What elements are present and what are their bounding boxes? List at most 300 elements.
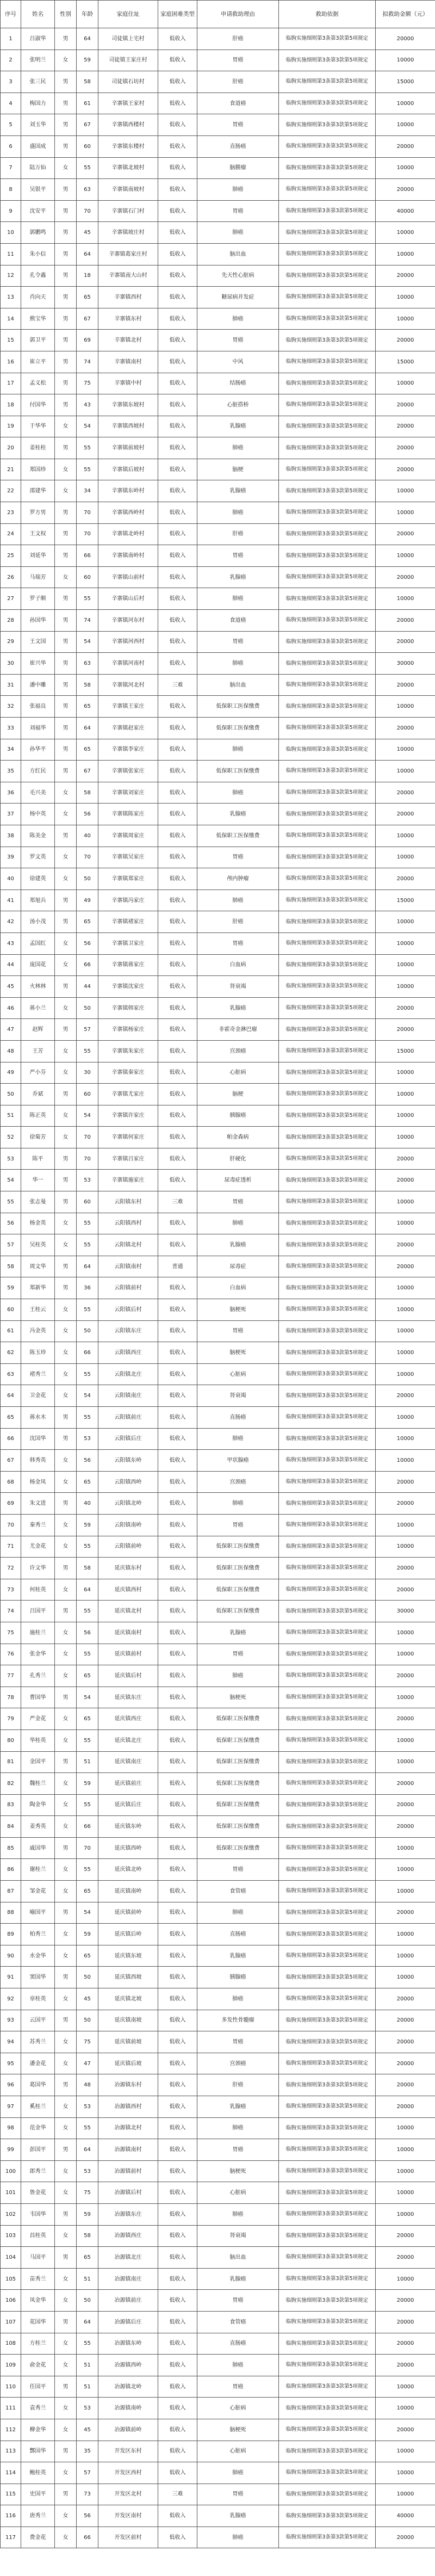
cell-age: 65 [77,287,98,308]
cell-index: 11 [1,243,21,265]
cell-amount: 10000 [376,2462,435,2484]
cell-age: 54 [77,416,98,437]
cell-age: 55 [77,459,98,480]
cell-gender: 男 [55,1751,77,1773]
table-row [1,2010,435,2031]
cell-gender: 女 [55,1729,77,1751]
cell-address: 辛寨镇中村 [98,373,158,394]
table-row [1,1493,435,1515]
cell-reason: 低保职工医保缴费 [197,1558,279,1579]
cell-hardship-type: 低收入 [158,696,197,718]
cell-name: 郑旭兵 [21,889,55,911]
cell-gender: 男 [55,1558,77,1579]
cell-address: 辛寨镇山后村 [98,588,158,610]
cell-reason: 胃癌 [197,2484,279,2505]
cell-hardship-type: 低收入 [158,1837,197,1859]
cell-address: 辛寨镇南坡村 [98,179,158,201]
cell-hardship-type: 低收入 [158,1751,197,1773]
cell-age: 59 [77,50,98,71]
table-row [1,1450,435,1472]
cell-amount: 10000 [376,2182,435,2204]
cell-reason: 乳腺癌 [197,2268,279,2290]
cell-address: 延庆镇东庄 [98,1687,158,1708]
cell-basis: 临朐实施细则第3条第3款第5项规定 [279,954,376,976]
table-row [1,1256,435,1277]
cell-name: 花国华 [21,2311,55,2333]
cell-amount: 10000 [376,1837,435,1859]
cell-age: 50 [77,868,98,890]
cell-address: 辛寨镇王家庄 [98,696,158,718]
cell-reason: 肾衰竭 [197,976,279,998]
cell-basis: 临朐实施细则第3条第3款第5项规定 [279,1794,376,1816]
cell-age: 55 [77,1407,98,1429]
table-row [1,50,435,71]
cell-address: 辛寨镇吴家庄 [98,847,158,868]
cell-address: 云阳镇西村 [98,1213,158,1234]
cell-name: 陈美金 [21,825,55,847]
cell-age: 55 [77,1729,98,1751]
cell-name: 方红民 [21,761,55,782]
cell-address: 冶源镇西庄 [98,2225,158,2247]
cell-age: 55 [77,2117,98,2139]
cell-amount: 20000 [376,523,435,545]
table-row [1,1837,435,1859]
cell-index: 28 [1,610,21,632]
cell-amount: 20000 [376,1665,435,1687]
cell-name: 苗秀兰 [21,2268,55,2290]
cell-age: 66 [77,1816,98,1838]
cell-address: 辛寨镇南岭村 [98,545,158,567]
cell-amount: 10000 [376,954,435,976]
cell-amount: 10000 [376,1213,435,1234]
cell-index: 21 [1,459,21,480]
cell-address: 冶源镇后庄 [98,2311,158,2333]
cell-basis: 临朐实施细则第3条第3款第5项规定 [279,1493,376,1515]
cell-index: 87 [1,1881,21,1902]
cell-age: 74 [77,610,98,632]
table-row [1,911,435,933]
cell-age: 55 [77,157,98,179]
cell-age: 67 [77,761,98,782]
table-row [1,2398,435,2419]
cell-reason: 乳腺癌 [197,416,279,437]
cell-reason: 白血病 [197,1277,279,1299]
cell-amount: 10000 [376,1687,435,1708]
cell-age: 48 [77,2074,98,2096]
cell-index: 107 [1,2311,21,2333]
cell-amount: 10000 [376,1084,435,1105]
table-row [1,179,435,201]
cell-address: 冶源镇前庄 [98,2290,158,2312]
cell-index: 56 [1,1213,21,1234]
table-row [1,157,435,179]
cell-amount: 20000 [376,2355,435,2376]
cell-amount: 10000 [376,1342,435,1364]
cell-name: 刘延华 [21,545,55,567]
cell-address: 辛寨镇前坡村 [98,437,158,459]
cell-basis: 临朐实施细则第3条第3款第5项规定 [279,1622,376,1644]
cell-gender: 女 [55,1062,77,1084]
cell-basis: 临朐实施细则第3条第3款第5项规定 [279,1234,376,1256]
cell-address: 辛寨镇南村 [98,351,158,373]
cell-hardship-type: 低收入 [158,2225,197,2247]
cell-gender: 女 [55,1127,77,1148]
table-row [1,1881,435,1902]
cell-hardship-type: 低收入 [158,1644,197,1665]
cell-index: 36 [1,782,21,804]
cell-gender: 女 [55,1450,77,1472]
cell-amount: 10000 [376,932,435,954]
cell-address: 云阳镇后村 [98,1299,158,1321]
cell-hardship-type: 低收入 [158,1514,197,1536]
table-row [1,1385,435,1407]
cell-index: 35 [1,761,21,782]
cell-basis: 临朐实施细则第3条第3款第5项规定 [279,1751,376,1773]
cell-age: 57 [77,2462,98,2484]
cell-address: 冶源镇西村 [98,2096,158,2118]
cell-reason: 胃癌 [197,1644,279,1665]
cell-name: 孔秀兰 [21,1665,55,1687]
cell-name: 盛国成 [21,135,55,157]
cell-gender: 男 [55,610,77,632]
header-reason: 申请救助理由 [197,1,279,28]
cell-gender: 男 [55,92,77,114]
cell-hardship-type: 低收入 [158,222,197,244]
cell-name: 汤小茂 [21,911,55,933]
cell-hardship-type: 低收入 [158,330,197,351]
cell-index: 55 [1,1191,21,1213]
cell-address: 云阳镇北岭 [98,1493,158,1515]
cell-gender: 女 [55,1859,77,1881]
cell-index: 89 [1,1924,21,1945]
cell-name: 乔斌 [21,1084,55,1105]
cell-index: 50 [1,1084,21,1105]
cell-age: 59 [77,1773,98,1795]
cell-hardship-type: 低收入 [158,2160,197,2182]
table-row [1,1902,435,1924]
cell-reason: 乳腺癌 [197,804,279,825]
cell-index: 76 [1,1644,21,1665]
cell-address: 云阳镇东岭 [98,1450,158,1472]
cell-gender: 男 [55,545,77,567]
cell-basis: 临朐实施细则第3条第3款第5项规定 [279,1708,376,1730]
cell-age: 60 [77,566,98,588]
cell-index: 52 [1,1127,21,1148]
cell-hardship-type: 低收入 [158,588,197,610]
cell-hardship-type: 低收入 [158,523,197,545]
cell-index: 91 [1,1967,21,1988]
cell-reason: 食道癌 [197,610,279,632]
cell-hardship-type: 低收入 [158,782,197,804]
cell-index: 18 [1,394,21,416]
cell-basis: 临朐实施细则第3条第3款第5项规定 [279,394,376,416]
cell-gender: 男 [55,2139,77,2161]
cell-gender: 男 [55,1428,77,1450]
cell-age: 53 [77,1428,98,1450]
cell-age: 55 [77,1213,98,1234]
cell-basis: 临朐实施细则第3条第3款第5项规定 [279,2311,376,2333]
cell-amount: 15000 [376,351,435,373]
table-row [1,889,435,911]
cell-index: 101 [1,2182,21,2204]
cell-amount: 10000 [376,1967,435,1988]
cell-age: 55 [77,1299,98,1321]
cell-index: 75 [1,1622,21,1644]
cell-amount: 20000 [376,265,435,287]
cell-gender: 男 [55,825,77,847]
cell-name: 潘中雕 [21,674,55,696]
cell-gender: 男 [55,114,77,136]
cell-age: 74 [77,351,98,373]
table-row [1,1428,435,1450]
cell-reason: 肺癌 [197,1428,279,1450]
cell-hardship-type: 低收入 [158,2074,197,2096]
cell-reason: 宫颈癌 [197,1040,279,1062]
cell-gender: 女 [55,2268,77,2290]
cell-name: 郎秀兰 [21,2160,55,2182]
table-row [1,2117,435,2139]
cell-gender: 女 [55,2526,77,2548]
cell-reason: 乳腺癌 [197,997,279,1019]
cell-index: 17 [1,373,21,394]
table-row [1,696,435,718]
cell-amount: 10000 [376,588,435,610]
cell-index: 33 [1,718,21,739]
cell-index: 65 [1,1407,21,1429]
table-row [1,1277,435,1299]
cell-name: 施桂兰 [21,1622,55,1644]
table-row [1,2203,435,2225]
cell-name: 张三民 [21,71,55,93]
cell-index: 96 [1,2074,21,2096]
cell-name: 韩秀英 [21,1450,55,1472]
cell-gender: 男 [55,1407,77,1429]
cell-amount: 20000 [376,2290,435,2312]
cell-index: 73 [1,1579,21,1601]
cell-hardship-type: 低收入 [158,1019,197,1041]
cell-hardship-type: 低收入 [158,997,197,1019]
cell-gender: 女 [55,932,77,954]
cell-age: 56 [77,804,98,825]
table-row [1,437,435,459]
cell-amount: 10000 [376,1945,435,1967]
cell-basis: 临朐实施细则第3条第3款第5项规定 [279,1148,376,1170]
cell-gender: 女 [55,2182,77,2204]
cell-basis: 临朐实施细则第3条第3款第5项规定 [279,1837,376,1859]
cell-basis: 临朐实施细则第3条第3款第5项规定 [279,1967,376,1988]
cell-reason: 肺癌 [197,889,279,911]
cell-reason: 乳腺癌 [197,566,279,588]
cell-basis: 临朐实施细则第3条第3款第5项规定 [279,2398,376,2419]
cell-reason: 多发性骨髓瘤 [197,2010,279,2031]
cell-gender: 男 [55,761,77,782]
cell-address: 辛寨镇韩家庄 [98,997,158,1019]
cell-name: 邵建华 [21,480,55,502]
table-row [1,2526,435,2548]
table-row [1,480,435,502]
table-row [1,1794,435,1816]
cell-reason: 低保职工医保缴费 [197,761,279,782]
cell-basis: 临朐实施细则第3条第3款第5项规定 [279,2333,376,2355]
cell-gender: 男 [55,2074,77,2096]
cell-age: 65 [77,911,98,933]
table-row [1,1342,435,1364]
cell-address: 延庆镇西岭 [98,1837,158,1859]
cell-hardship-type: 低收入 [158,2182,197,2204]
cell-reason: 胃癌 [197,545,279,567]
cell-reason: 直肠癌 [197,1407,279,1429]
cell-index: 13 [1,287,21,308]
cell-basis: 临朐实施细则第3条第3款第5项规定 [279,2526,376,2548]
cell-index: 1 [1,28,21,50]
cell-reason: 脑梗死 [197,2419,279,2441]
table-row [1,2268,435,2290]
cell-name: 柳金华 [21,2419,55,2441]
cell-index: 69 [1,1493,21,1515]
table-row [1,2376,435,2398]
cell-age: 56 [77,1450,98,1472]
cell-hardship-type: 低收入 [158,2117,197,2139]
cell-name: 何桂英 [21,1579,55,1601]
cell-index: 114 [1,2462,21,2484]
cell-age: 64 [77,28,98,50]
cell-basis: 临朐实施细则第3条第3款第5项规定 [279,135,376,157]
cell-address: 冶源镇后村 [98,2182,158,2204]
cell-basis: 临朐实施细则第3条第3款第5项规定 [279,1773,376,1795]
cell-name: 范金华 [21,2117,55,2139]
cell-address: 延庆镇东村 [98,1558,158,1579]
cell-index: 77 [1,1665,21,1687]
cell-index: 39 [1,847,21,868]
cell-age: 65 [77,1708,98,1730]
cell-address: 辛寨镇东坡村 [98,394,158,416]
cell-age: 54 [77,1902,98,1924]
cell-address: 辛寨镇卫家庄 [98,932,158,954]
cell-basis: 临朐实施细则第3条第3款第5项规定 [279,502,376,524]
table-row [1,1363,435,1385]
cell-address: 辛寨镇王家村 [98,92,158,114]
cell-hardship-type: 低收入 [158,1062,197,1084]
table-row [1,545,435,567]
cell-age: 54 [77,1385,98,1407]
cell-reason: 食管癌 [197,2311,279,2333]
table-row [1,954,435,976]
cell-gender: 女 [55,2160,77,2182]
cell-hardship-type: 低收入 [158,2096,197,2118]
header-index: 序号 [1,1,21,28]
cell-reason: 脑出血 [197,2247,279,2269]
cell-amount: 10000 [376,739,435,761]
cell-name: 葛国华 [21,2074,55,2096]
cell-basis: 临朐实施细则第3条第3款第5项规定 [279,2376,376,2398]
cell-address: 辛寨镇东楼村 [98,135,158,157]
cell-hardship-type: 低收入 [158,28,197,50]
cell-address: 辛寨镇后坡村 [98,459,158,480]
table-row [1,28,435,50]
cell-hardship-type: 低收入 [158,1342,197,1364]
cell-gender: 男 [55,1687,77,1708]
cell-basis: 临朐实施细则第3条第3款第5项规定 [279,1428,376,1450]
cell-gender: 女 [55,1471,77,1493]
cell-reason: 胃癌 [197,2290,279,2312]
table-row [1,2074,435,2096]
cell-gender: 男 [55,243,77,265]
cell-address: 延庆镇后村 [98,1665,158,1687]
table-row [1,373,435,394]
cell-amount: 20000 [376,179,435,201]
cell-name: 赵辉 [21,1019,55,1041]
cell-age: 55 [77,1644,98,1665]
cell-reason: 肺癌 [197,179,279,201]
header-name: 姓名 [21,1,55,28]
cell-gender: 男 [55,696,77,718]
cell-age: 55 [77,1234,98,1256]
cell-index: 45 [1,976,21,998]
cell-hardship-type: 低收入 [158,761,197,782]
cell-basis: 临朐实施细则第3条第3款第5项规定 [279,2031,376,2053]
cell-age: 64 [77,1579,98,1601]
cell-amount: 10000 [376,2117,435,2139]
cell-address: 延庆镇前村 [98,1644,158,1665]
cell-name: 郭卫平 [21,330,55,351]
cell-address: 延庆镇北庄 [98,1729,158,1751]
cell-basis: 临朐实施细则第3条第3款第5项规定 [279,2117,376,2139]
cell-reason: 脑梗死 [197,1299,279,1321]
cell-basis: 临朐实施细则第3条第3款第5项规定 [279,1665,376,1687]
cell-gender: 男 [55,1170,77,1191]
cell-address: 延庆镇后庄 [98,1794,158,1816]
cell-name: 金国平 [21,1751,55,1773]
cell-basis: 临朐实施细则第3条第3款第5项规定 [279,976,376,998]
cell-hardship-type: 低收入 [158,1988,197,2010]
cell-index: 113 [1,2441,21,2462]
cell-age: 58 [77,1558,98,1579]
table-row [1,610,435,632]
table-row [1,566,435,588]
cell-hardship-type: 低收入 [158,868,197,890]
cell-name: 朱文进 [21,1493,55,1515]
cell-age: 56 [77,2505,98,2527]
cell-basis: 临朐实施细则第3条第3款第5项规定 [279,2462,376,2484]
table-row [1,804,435,825]
cell-index: 27 [1,588,21,610]
cell-index: 84 [1,1816,21,1838]
cell-amount: 10000 [376,114,435,136]
cell-age: 56 [77,932,98,954]
cell-age: 51 [77,2355,98,2376]
cell-basis: 临朐实施细则第3条第3款第5项规定 [279,1191,376,1213]
cell-amount: 20000 [376,2526,435,2548]
cell-index: 34 [1,739,21,761]
cell-reason: 乳腺癌 [197,1622,279,1644]
cell-basis: 临朐实施细则第3条第3款第5项规定 [279,1256,376,1277]
cell-age: 61 [77,92,98,114]
cell-amount: 20000 [376,631,435,653]
cell-amount: 20000 [376,1493,435,1515]
cell-address: 冶源镇北村 [98,2117,158,2139]
cell-basis: 临朐实施细则第3条第3款第5项规定 [279,610,376,632]
cell-index: 80 [1,1729,21,1751]
cell-gender: 男 [55,976,77,998]
cell-basis: 临朐实施细则第3条第3款第5项规定 [279,739,376,761]
cell-index: 54 [1,1170,21,1191]
cell-age: 43 [77,394,98,416]
cell-gender: 男 [55,2441,77,2462]
cell-gender: 女 [55,2398,77,2419]
table-row [1,1687,435,1708]
cell-basis: 临朐实施细则第3条第3款第5项规定 [279,1062,376,1084]
cell-address: 延庆镇南坡 [98,2010,158,2031]
